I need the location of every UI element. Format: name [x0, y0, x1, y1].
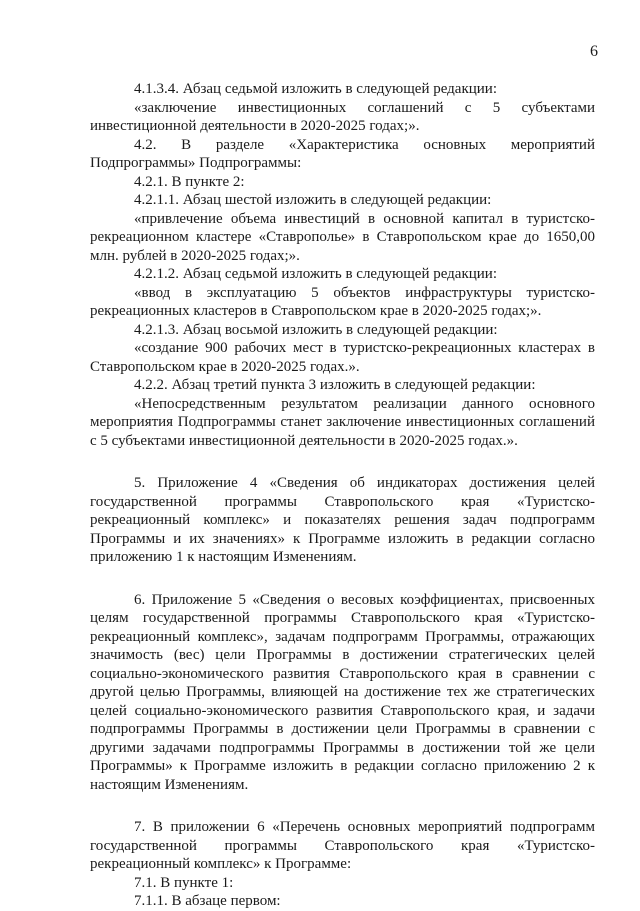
- paragraph-5: 5. Приложение 4 «Сведения об индикаторах достижения целей государственной программы Ставропольского края «Туристско-рекреационный комплекс» и показателях решения задач подпрограмм Программы и их значениях» к Программе изложить в редакции согласно приложению 1 к настоящим Изменениям.: [90, 475, 595, 565]
- paragraph-4-2: 4.2. В разделе «Характеристика основных мероприятий Подпрограммы» Подпрограммы:: [90, 136, 595, 171]
- document-body: [90, 80, 595, 911]
- paragraph-6: 6. Приложение 5 «Сведения о весовых коэффициентах, присвоенных целям государственной программы Ставропольского края «Туристско-рекреационный комплекс», задачам подпрограмм Программы, отражающих значимость (вес) цели Программы в достижении стратегических целей социально-экономического развития Ставропольского края в сравнении с другой целью Программы, влияющей на достижение тех же стратегических целей социально-экономического развития Ставропольского края, и задачи подпрограммы Программы в достижении цели Программы в сравнении с другими задачами подпрограммы Программы в достижении той же цели Программы» к Программе изложить в редакции согласно приложению 2 к настоящим Изменениям.: [90, 591, 595, 793]
- paragraph-4-2-1-3: 4.2.1.3. Абзац восьмой изложить в следующей редакции:: [134, 321, 498, 338]
- paragraph-7-1-1: 7.1.1. В абзаце первом:: [134, 893, 281, 909]
- paragraph-4-1-3-4: 4.1.3.4. Абзац седьмой изложить в следующей редакции:: [134, 81, 498, 97]
- paragraph-4-2-1-2: 4.2.1.2. Абзац седьмой изложить в следующей редакции:: [134, 266, 498, 282]
- paragraph-4-2-1-2-text: «ввод в эксплуатацию 5 объектов инфраструктуры туристско-рекреационных кластеров в Ставропольском крае в 2020-2025 годах;».: [90, 284, 595, 319]
- paragraph-4-1-3-4-text: «заключение инвестиционных соглашений с 5 субъектами инвестиционной деятельности в 2020-2025 годах;».: [90, 99, 595, 134]
- paragraph-4-2-2-text: «Непосредственным результатом реализации данного основного мероприятия Подпрограммы станет заключение инвестиционных соглашений с 5 субъектами инвестиционной деятельности в 2020-2025 годах.».: [90, 395, 595, 449]
- paragraph-4-2-2: 4.2.2. Абзац третий пункта 3 изложить в следующей редакции:: [134, 377, 536, 393]
- paragraph-4-2-1: 4.2.1. В пункте 2:: [134, 173, 245, 190]
- paragraph-4-2-1-3-text: «создание 900 рабочих мест в туристско-рекреационных кластерах в Ставропольском крае в 2020-2025 годах.».: [90, 340, 595, 375]
- paragraph-4-2-1-1: 4.2.1.1. Абзац шестой изложить в следующей редакции:: [134, 192, 492, 208]
- page-number: 6: [590, 43, 598, 60]
- paragraph-7-1: 7.1. В пункте 1:: [134, 874, 234, 891]
- paragraph-4-2-1-1-text: «привлечение объема инвестиций в основной капитал в туристско-рекреационном кластере «Ставрополье» в Ставропольском крае до 1650,00 млн. рублей в 2020-2025 годах;».: [90, 210, 595, 264]
- paragraph-7: 7. В приложении 6 «Перечень основных мероприятий подпрограмм государственной программы Ставропольского края «Туристско-рекреационный комплекс» к Программе:: [90, 819, 595, 872]
